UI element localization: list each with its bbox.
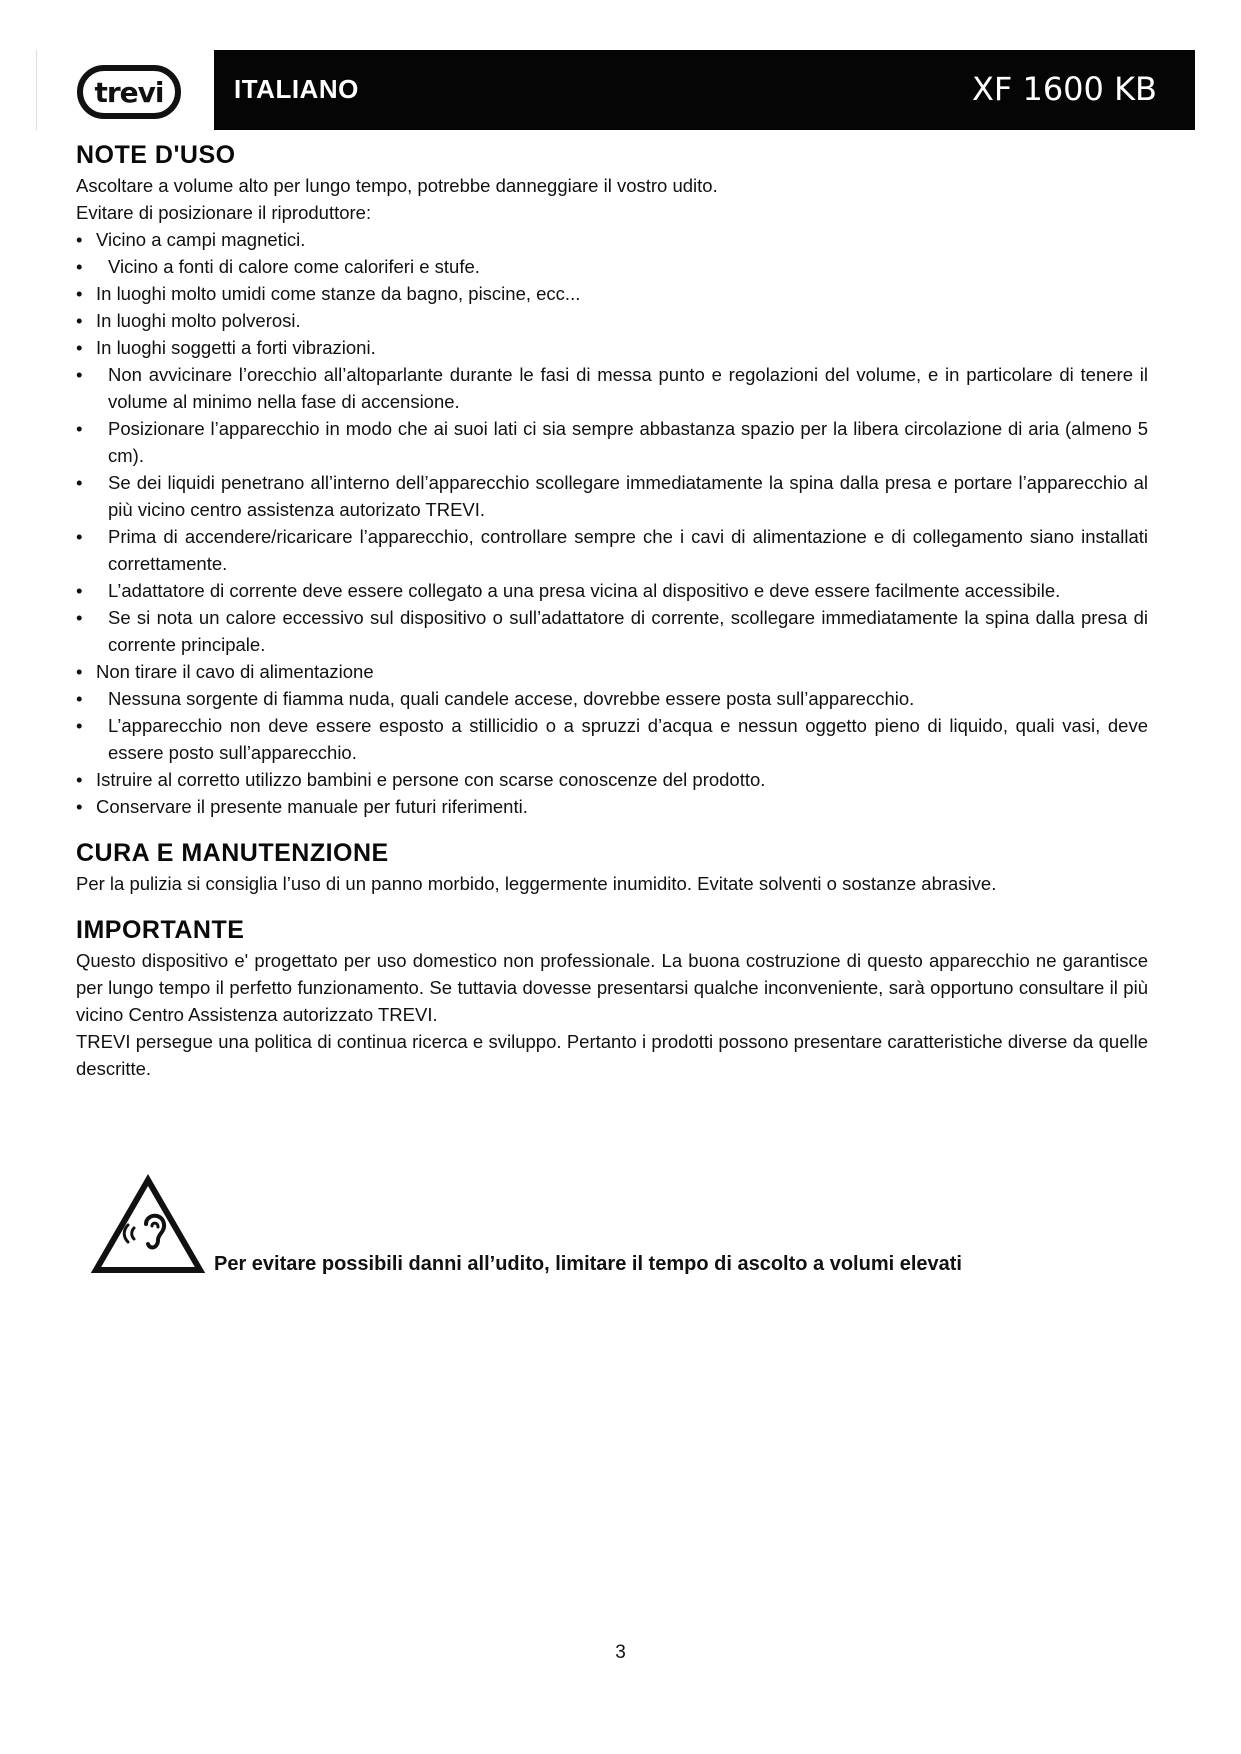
- important-paragraph: Questo dispositivo e' progettato per uso domestico non professionale. La buona costruzione di questo apparecchio ne garantisce per lungo tempo il perfetto funzionamento. Se tuttavia dovesse presentarsi qualche inconveniente, sarà opportuno consultare il più vicino Centro Assistenza autorizzato TREVI.: [76, 950, 1148, 1025]
- header-bar: [214, 50, 1195, 130]
- list-item: • Nessuna sorgente di fiamma nuda, quali candele accese, dovrebbe essere posta sull’apparecchio.: [76, 685, 1148, 712]
- logo-area: [36, 50, 215, 130]
- section-title-note-uso: NOTE D'USO: [76, 141, 236, 169]
- hearing-warning-text: Per evitare possibili danni all’udito, limitare il tempo di ascolto a volumi elevati: [214, 1253, 962, 1275]
- intro-line: Ascoltare a volume alto per lungo tempo, potrebbe danneggiare il vostro udito.: [76, 175, 718, 196]
- list-item: • L’apparecchio non deve essere esposto a stillicidio o a spruzzi d’acqua e nessun oggetto pieno di liquido, quali vasi, deve essere posto sull’apparecchio.: [76, 712, 1148, 766]
- list-item: • In luoghi molto umidi come stanze da bagno, piscine, ecc...: [76, 280, 1148, 307]
- list-item: • Prima di accendere/ricaricare l’apparecchio, controllare sempre che i cavi di alimentazione e di collegamento siano installati correttamente.: [76, 523, 1148, 577]
- list-item: • In luoghi soggetti a forti vibrazioni.: [76, 334, 1148, 361]
- content: [76, 138, 1148, 1082]
- intro-line: Evitare di posizionare il riproduttore:: [76, 202, 372, 223]
- list-item: • Posizionare l’apparecchio in modo che ai suoi lati ci sia sempre abbastanza spazio per la libera circolazione di aria (almeno 5 cm).: [76, 415, 1148, 469]
- section-title-importante: IMPORTANTE: [76, 916, 245, 944]
- trevi-logo: trevi: [77, 65, 181, 119]
- list-item: • Non avvicinare l’orecchio all’altoparlante durante le fasi di messa punto e regolazioni del volume, e in particolare di tenere il volume al minimo nella fase di accensione.: [76, 361, 1148, 415]
- hearing-warning-icon: [90, 1174, 206, 1278]
- list-item: • Vicino a fonti di calore come caloriferi e stufe.: [76, 253, 1148, 280]
- list-item: • L’adattatore di corrente deve essere collegato a una presa vicina al dispositivo e deve essere facilmente accessibile.: [76, 577, 1148, 604]
- page-number: 3: [615, 1642, 626, 1663]
- list-item: • Conservare il presente manuale per futuri riferimenti.: [76, 793, 1148, 820]
- list-item: • In luoghi molto polverosi.: [76, 307, 1148, 334]
- list-item: • Se si nota un calore eccessivo sul dispositivo o sull’adattatore di corrente, scollegare immediatamente la spina dalla presa di corrente principale.: [76, 604, 1148, 658]
- care-text: Per la pulizia si consiglia l’uso di un panno morbido, leggermente inumidito. Evitate solventi o sostanze abrasive.: [76, 873, 997, 894]
- usage-notes-list: [76, 226, 1148, 820]
- list-item: • Vicino a campi magnetici.: [76, 226, 1148, 253]
- list-item: • Istruire al corretto utilizzo bambini e persone con scarse conoscenze del prodotto.: [76, 766, 1148, 793]
- important-paragraph: TREVI persegue una politica di continua ricerca e sviluppo. Pertanto i prodotti possono presentare caratteristiche diverse da quelle descritte.: [76, 1031, 1148, 1079]
- list-item: • Se dei liquidi penetrano all’interno dell’apparecchio scollegare immediatamente la spina dalla presa e portare l’apparecchio al più vicino centro assistenza autorizato TREVI.: [76, 469, 1148, 523]
- list-item: • Non tirare il cavo di alimentazione: [76, 658, 1148, 685]
- model-label: XF 1600 KB: [971, 70, 1157, 108]
- section-title-cura: CURA E MANUTENZIONE: [76, 839, 389, 867]
- language-label: ITALIANO: [234, 74, 359, 104]
